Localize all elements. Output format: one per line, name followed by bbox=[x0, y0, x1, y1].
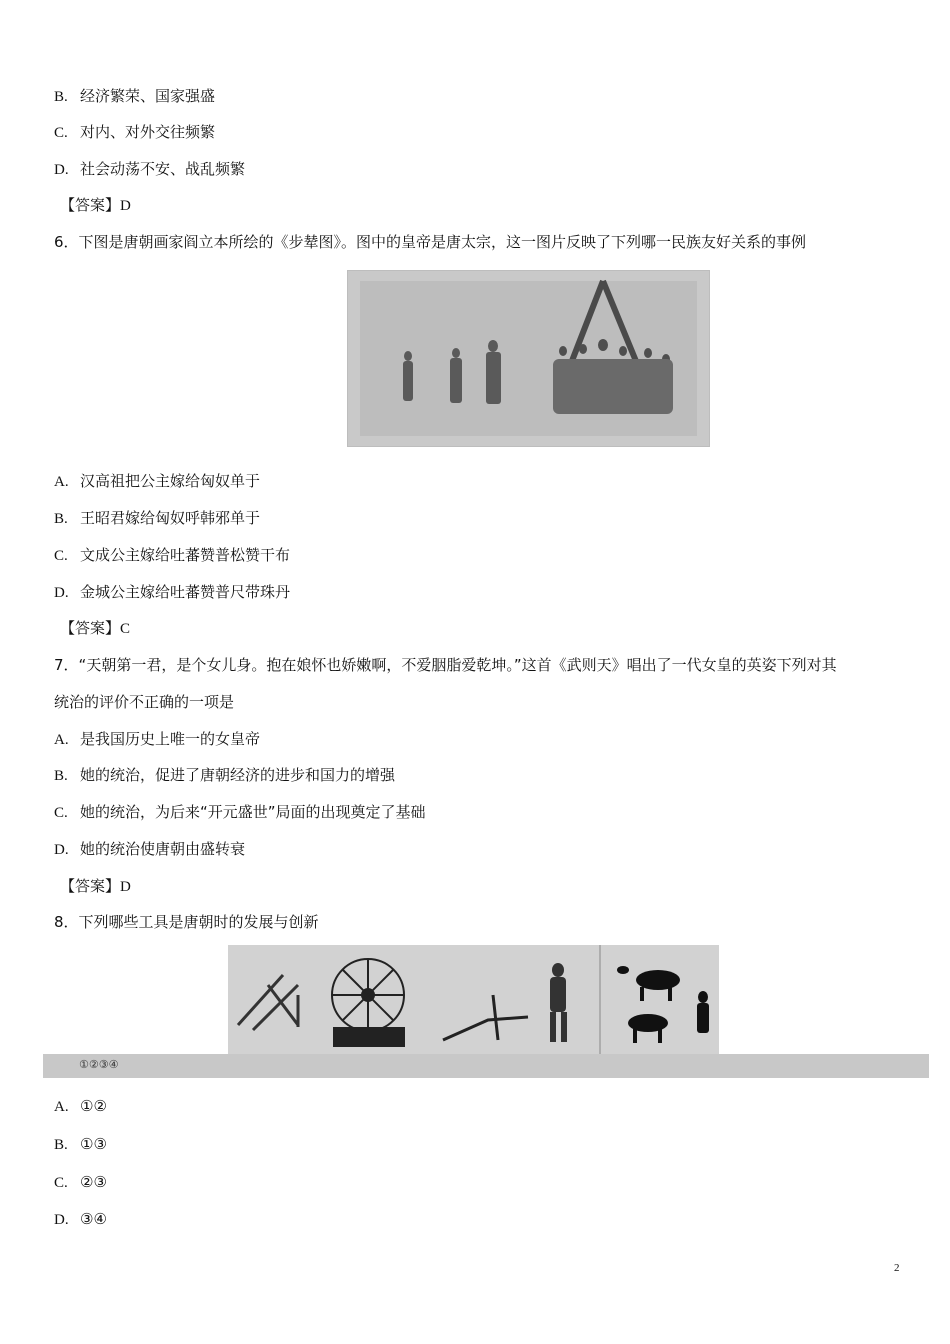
image-caption-bar bbox=[43, 1054, 929, 1078]
q7-answer: 【答案】D bbox=[60, 877, 131, 895]
q5-option-d: D. 社会动荡不安、战乱频繁 bbox=[54, 160, 246, 178]
farm-tools-image bbox=[228, 945, 719, 1054]
q7-stem-line2: 统治的评价不正确的一项是 bbox=[54, 693, 235, 711]
q8-option-c: C. ②③ bbox=[54, 1173, 107, 1191]
q7-stem-line1: 7．“天朝第一君，是个女儿身。抱在娘怀也娇嫩啊，不爱胭脂爱乾坤。”这首《武则天》唱出了一代女皇的英姿下列对其 bbox=[54, 656, 837, 674]
q6-option-c: C. 文成公主嫁给吐蕃赞普松赞干布 bbox=[54, 546, 291, 564]
q6-stem: 6．下图是唐朝画家阎立本所绘的《步辇图》。图中的皇帝是唐太宗，这一图片反映了下列哪一民族友好关系的事例 bbox=[54, 233, 807, 251]
bunian-painting-image bbox=[347, 270, 710, 447]
image-caption: ①②③④ bbox=[79, 1058, 119, 1071]
q8-option-d: D. ③④ bbox=[54, 1210, 107, 1228]
q5-answer: 【答案】D bbox=[60, 196, 131, 214]
q8-stem: 8．下列哪些工具是唐朝时的发展与创新 bbox=[54, 913, 319, 931]
q6-option-b: B. 王昭君嫁给匈奴呼韩邪单于 bbox=[54, 509, 261, 527]
q6-option-d: D. 金城公主嫁给吐蕃赞普尺带珠丹 bbox=[54, 583, 291, 601]
q5-option-c: C. 对内、对外交往频繁 bbox=[54, 123, 216, 141]
q7-option-d: D. 她的统治使唐朝由盛转衰 bbox=[54, 840, 246, 858]
page-number: 2 bbox=[894, 1262, 900, 1274]
q8-option-a: A. ①② bbox=[54, 1097, 107, 1115]
q5-option-b: B. 经济繁荣、国家强盛 bbox=[54, 87, 216, 105]
q8-option-b: B. ①③ bbox=[54, 1135, 107, 1153]
q7-option-a: A. 是我国历史上唯一的女皇帝 bbox=[54, 730, 261, 748]
q6-option-a: A. 汉高祖把公主嫁给匈奴单于 bbox=[54, 472, 261, 490]
q7-option-b: B. 她的统治，促进了唐朝经济的进步和国力的增强 bbox=[54, 766, 396, 784]
q6-answer: 【答案】C bbox=[60, 619, 131, 637]
q7-option-c: C. 她的统治，为后来“开元盛世”局面的出现奠定了基础 bbox=[54, 803, 426, 821]
